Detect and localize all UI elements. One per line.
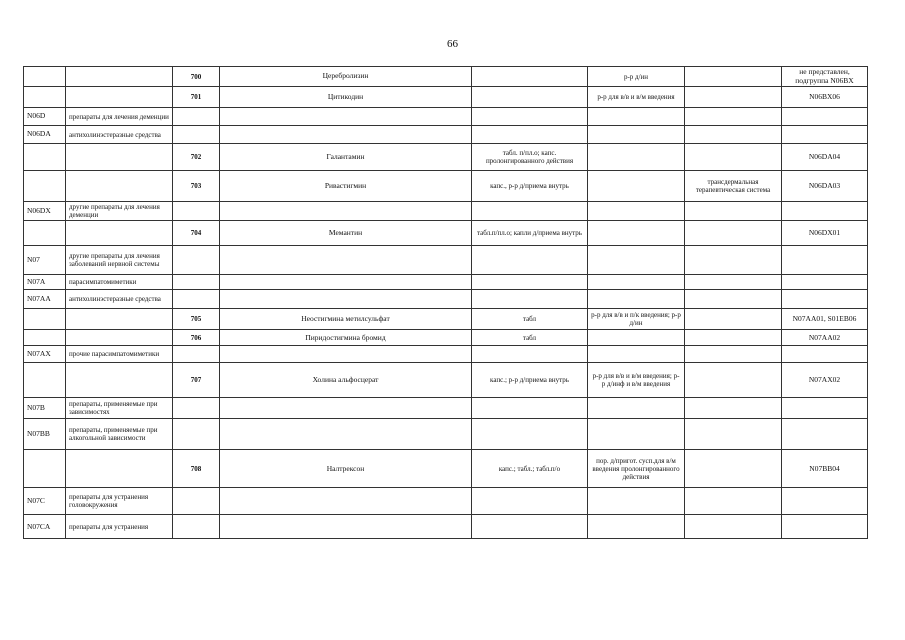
dosage-form-cell xyxy=(472,126,588,144)
injection-form-cell: р-р для в/в и п/к введения; р-р д/ин xyxy=(588,309,685,330)
row-number-cell: 703 xyxy=(173,171,220,202)
atc-code-cell: N06DX xyxy=(24,202,66,221)
injection-form-cell xyxy=(588,202,685,221)
atc-code-cell xyxy=(24,363,66,398)
injection-form-cell xyxy=(588,488,685,515)
row-number-cell xyxy=(173,515,220,539)
drug-name-cell xyxy=(220,290,472,309)
dosage-form-cell xyxy=(472,87,588,108)
dosage-form-cell xyxy=(472,108,588,126)
dosage-form-cell xyxy=(472,290,588,309)
dosage-form-cell: табл xyxy=(472,330,588,346)
drug-atc-cell xyxy=(782,290,868,309)
atc-code-cell xyxy=(24,87,66,108)
dosage-form-cell xyxy=(472,398,588,419)
injection-form-cell xyxy=(588,275,685,290)
atc-code-cell: N07BB xyxy=(24,419,66,450)
injection-form-cell xyxy=(588,221,685,246)
dosage-form-cell: табл.п/пл.о; капли д/приема внутрь xyxy=(472,221,588,246)
drug-atc-cell: не представлен, подгруппа N06BX xyxy=(782,67,868,87)
injection-form-cell xyxy=(588,398,685,419)
atc-group-cell xyxy=(66,67,173,87)
other-form-cell xyxy=(685,290,782,309)
atc-code-cell: N06D xyxy=(24,108,66,126)
dosage-form-cell: капс.; р-р д/приема внутрь xyxy=(472,363,588,398)
drug-atc-cell: N06DA04 xyxy=(782,144,868,171)
other-form-cell xyxy=(685,363,782,398)
drug-name-cell: Налтрексон xyxy=(220,450,472,488)
dosage-form-cell xyxy=(472,488,588,515)
atc-group-cell: препараты для устранения xyxy=(66,515,173,539)
table-row xyxy=(24,290,868,309)
drug-atc-cell: N07AA02 xyxy=(782,330,868,346)
drug-atc-cell: N06DA03 xyxy=(782,171,868,202)
table-row xyxy=(24,330,868,346)
atc-code-cell: N07B xyxy=(24,398,66,419)
row-number-cell: 704 xyxy=(173,221,220,246)
dosage-form-cell xyxy=(472,275,588,290)
row-number-cell: 702 xyxy=(173,144,220,171)
atc-group-cell: препараты для устранения головокружения xyxy=(66,488,173,515)
row-number-cell xyxy=(173,246,220,275)
row-number-cell xyxy=(173,202,220,221)
drug-atc-cell xyxy=(782,126,868,144)
table-row xyxy=(24,171,868,202)
dosage-form-cell: капс.; табл.; табл.п/о xyxy=(472,450,588,488)
injection-form-cell: р-р для в/в и в/м введения; р-р д/инф и в/м введения xyxy=(588,363,685,398)
row-number-cell: 706 xyxy=(173,330,220,346)
atc-code-cell xyxy=(24,330,66,346)
drug-name-cell: Неостигмина метилсульфат xyxy=(220,309,472,330)
atc-code-cell xyxy=(24,144,66,171)
drug-name-cell: Церебролизин xyxy=(220,67,472,87)
table-row xyxy=(24,309,868,330)
drug-name-cell xyxy=(220,202,472,221)
drug-atc-cell: N06DX01 xyxy=(782,221,868,246)
atc-group-cell xyxy=(66,221,173,246)
page-number: 66 xyxy=(447,38,458,50)
table-row xyxy=(24,398,868,419)
atc-code-cell: N06DA xyxy=(24,126,66,144)
injection-form-cell xyxy=(588,144,685,171)
atc-group-cell xyxy=(66,330,173,346)
atc-group-cell: другие препараты для лечения заболеваний нервной системы xyxy=(66,246,173,275)
atc-code-cell xyxy=(24,309,66,330)
injection-form-cell xyxy=(588,108,685,126)
other-form-cell xyxy=(685,108,782,126)
row-number-cell xyxy=(173,126,220,144)
atc-group-cell xyxy=(66,171,173,202)
table-row xyxy=(24,67,868,87)
atc-group-cell: другие препараты для лечения деменции xyxy=(66,202,173,221)
atc-code-cell xyxy=(24,450,66,488)
dosage-form-cell xyxy=(472,515,588,539)
dosage-form-cell: табл xyxy=(472,309,588,330)
dosage-form-cell: табл. п/пл.о; капс. пролонгированного действия xyxy=(472,144,588,171)
drug-name-cell: Мемантин xyxy=(220,221,472,246)
atc-code-cell: N07A xyxy=(24,275,66,290)
row-number-cell xyxy=(173,275,220,290)
injection-form-cell: р-р д/ин xyxy=(588,67,685,87)
atc-group-cell: препараты для лечения деменции xyxy=(66,108,173,126)
atc-code-cell xyxy=(24,67,66,87)
dosage-form-cell xyxy=(472,346,588,363)
injection-form-cell: пор. д/пригот. сусп.для в/м введения пролонгированного действия xyxy=(588,450,685,488)
dosage-form-cell: капс., р-р д/приема внутрь xyxy=(472,171,588,202)
row-number-cell xyxy=(173,419,220,450)
drug-atc-cell xyxy=(782,488,868,515)
drug-name-cell xyxy=(220,246,472,275)
atc-code-cell: N07AA xyxy=(24,290,66,309)
dosage-form-cell xyxy=(472,67,588,87)
table-row xyxy=(24,221,868,246)
dosage-form-cell xyxy=(472,202,588,221)
other-form-cell xyxy=(685,87,782,108)
drug-name-cell xyxy=(220,419,472,450)
table-row xyxy=(24,515,868,539)
row-number-cell: 707 xyxy=(173,363,220,398)
table-row xyxy=(24,144,868,171)
drug-atc-cell xyxy=(782,246,868,275)
drug-name-cell: Цитикодин xyxy=(220,87,472,108)
drug-name-cell: Пиридостигмина бромид xyxy=(220,330,472,346)
table-row xyxy=(24,346,868,363)
injection-form-cell xyxy=(588,290,685,309)
table-row xyxy=(24,275,868,290)
injection-form-cell xyxy=(588,419,685,450)
drug-name-cell: Ривастигмин xyxy=(220,171,472,202)
drug-atc-cell: N07BB04 xyxy=(782,450,868,488)
atc-code-cell xyxy=(24,221,66,246)
other-form-cell xyxy=(685,202,782,221)
drug-atc-cell xyxy=(782,515,868,539)
other-form-cell xyxy=(685,309,782,330)
other-form-cell xyxy=(685,515,782,539)
drug-name-cell xyxy=(220,275,472,290)
atc-group-cell: парасимпатомиметики xyxy=(66,275,173,290)
other-form-cell xyxy=(685,126,782,144)
drug-atc-cell xyxy=(782,108,868,126)
other-form-cell xyxy=(685,398,782,419)
injection-form-cell xyxy=(588,515,685,539)
other-form-cell xyxy=(685,67,782,87)
row-number-cell: 701 xyxy=(173,87,220,108)
drug-name-cell: Галантамин xyxy=(220,144,472,171)
table-row xyxy=(24,126,868,144)
dosage-form-cell xyxy=(472,419,588,450)
table-row xyxy=(24,246,868,275)
row-number-cell: 705 xyxy=(173,309,220,330)
drug-atc-cell: N07AA01, S01EB06 xyxy=(782,309,868,330)
other-form-cell xyxy=(685,221,782,246)
atc-group-cell: препараты, применяемые при алкогольной зависимости xyxy=(66,419,173,450)
drug-name-cell xyxy=(220,515,472,539)
drug-name-cell: Холина альфосцерат xyxy=(220,363,472,398)
drug-atc-cell: N06BX06 xyxy=(782,87,868,108)
atc-group-cell: препараты, применяемые при зависимостях xyxy=(66,398,173,419)
atc-code-cell: N07CA xyxy=(24,515,66,539)
row-number-cell xyxy=(173,290,220,309)
other-form-cell: трансдермальная терапевтическая система xyxy=(685,171,782,202)
table-row xyxy=(24,419,868,450)
table-row xyxy=(24,108,868,126)
drug-atc-cell xyxy=(782,419,868,450)
atc-code-cell: N07AX xyxy=(24,346,66,363)
row-number-cell: 708 xyxy=(173,450,220,488)
drug-name-cell xyxy=(220,108,472,126)
other-form-cell xyxy=(685,488,782,515)
drug-atc-cell xyxy=(782,346,868,363)
other-form-cell xyxy=(685,346,782,363)
drug-name-cell xyxy=(220,346,472,363)
table-row xyxy=(24,87,868,108)
drug-atc-cell xyxy=(782,202,868,221)
drug-atc-cell xyxy=(782,275,868,290)
drug-table xyxy=(23,66,868,539)
atc-group-cell xyxy=(66,87,173,108)
injection-form-cell xyxy=(588,246,685,275)
row-number-cell xyxy=(173,488,220,515)
other-form-cell xyxy=(685,419,782,450)
atc-group-cell: антихолинэстеразные средства xyxy=(66,290,173,309)
atc-group-cell: антихолинэстеразные средства xyxy=(66,126,173,144)
atc-code-cell xyxy=(24,171,66,202)
drug-name-cell xyxy=(220,488,472,515)
other-form-cell xyxy=(685,450,782,488)
other-form-cell xyxy=(685,330,782,346)
injection-form-cell xyxy=(588,171,685,202)
atc-group-cell xyxy=(66,450,173,488)
injection-form-cell: р-р для в/в и в/м введения xyxy=(588,87,685,108)
other-form-cell xyxy=(685,144,782,171)
drug-name-cell xyxy=(220,126,472,144)
row-number-cell: 700 xyxy=(173,67,220,87)
atc-group-cell xyxy=(66,144,173,171)
injection-form-cell xyxy=(588,330,685,346)
drug-name-cell xyxy=(220,398,472,419)
drug-atc-cell xyxy=(782,398,868,419)
row-number-cell xyxy=(173,108,220,126)
atc-group-cell xyxy=(66,309,173,330)
table-row xyxy=(24,363,868,398)
dosage-form-cell xyxy=(472,246,588,275)
injection-form-cell xyxy=(588,126,685,144)
injection-form-cell xyxy=(588,346,685,363)
row-number-cell xyxy=(173,346,220,363)
other-form-cell xyxy=(685,246,782,275)
table-row xyxy=(24,488,868,515)
other-form-cell xyxy=(685,275,782,290)
drug-atc-cell: N07AX02 xyxy=(782,363,868,398)
table-row xyxy=(24,202,868,221)
atc-code-cell: N07C xyxy=(24,488,66,515)
atc-code-cell: N07 xyxy=(24,246,66,275)
row-number-cell xyxy=(173,398,220,419)
atc-group-cell: прочие парасимпатомиметики xyxy=(66,346,173,363)
atc-group-cell xyxy=(66,363,173,398)
table-row xyxy=(24,450,868,488)
